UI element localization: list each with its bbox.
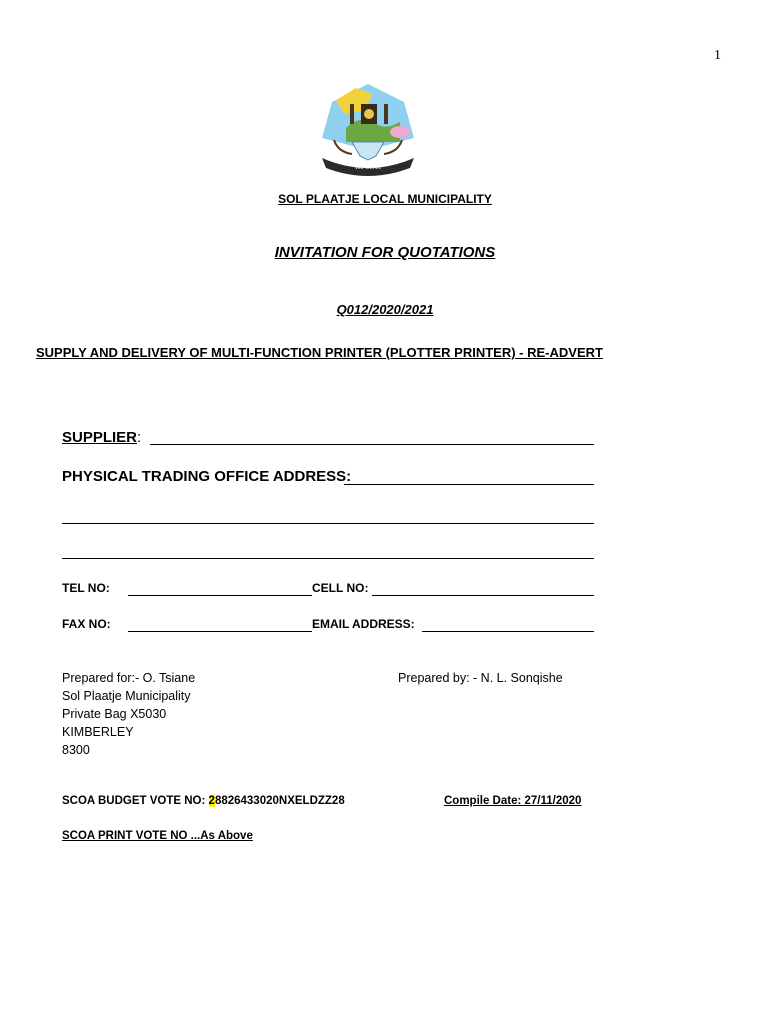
tel-label: TEL NO: — [62, 581, 110, 595]
quotation-subject: SUPPLY AND DELIVERY OF MULTI-FUNCTION PRINTER (PLOTTER PRINTER) - RE-ADVERT — [36, 345, 603, 360]
logo-figure-right — [384, 104, 388, 124]
fax-label: FAX NO: — [62, 617, 111, 631]
organisation-name: SOL PLAATJE LOCAL MUNICIPALITY — [278, 192, 492, 206]
supplier-line[interactable] — [150, 444, 594, 445]
cell-line[interactable] — [372, 595, 594, 596]
cell-label: CELL NO: — [312, 581, 369, 595]
fax-line[interactable] — [128, 631, 312, 632]
document-title: INVITATION FOR QUOTATIONS — [274, 244, 496, 261]
address-line-2[interactable] — [62, 523, 594, 524]
address-line-1[interactable] — [344, 484, 594, 485]
logo-motto: We Serve — [354, 165, 382, 171]
email-line[interactable] — [422, 631, 594, 632]
logo-figure-left — [350, 104, 354, 124]
page-number: 1 — [714, 48, 721, 63]
print-vote: SCOA PRINT VOTE NO ...As Above — [62, 830, 253, 842]
prepared-for-city: KIMBERLEY — [62, 725, 134, 739]
prepared-for-block — [62, 669, 195, 759]
quotation-reference: Q012/2020/2021 — [336, 302, 434, 317]
compile-date: Compile Date: 27/11/2020 — [444, 795, 582, 807]
supplier-label: SUPPLIER: — [62, 429, 142, 446]
prepared-for-org: Sol Plaatje Municipality — [62, 689, 191, 703]
budget-vote-highlight: 2 — [208, 795, 215, 807]
logo-flower-shape — [390, 126, 410, 138]
prepared-by: Prepared by: - N. L. Sonqishe — [398, 671, 563, 685]
prepared-for-name: Prepared for:- O. Tsiane — [62, 671, 196, 685]
email-label: EMAIL ADDRESS: — [312, 617, 415, 631]
prepared-for-postcode: 8300 — [62, 743, 90, 757]
budget-vote: SCOA BUDGET VOTE NO: 28826433020NXELDZZ28 — [62, 795, 345, 807]
address-label: PHYSICAL TRADING OFFICE ADDRESS: — [62, 468, 352, 485]
municipal-logo — [316, 80, 420, 176]
prepared-for-address: Private Bag X5030 — [62, 707, 167, 721]
logo-diamond-shape — [352, 142, 384, 160]
address-line-3[interactable] — [62, 558, 594, 559]
logo-shield-emblem — [364, 109, 374, 119]
tel-line[interactable] — [128, 595, 312, 596]
